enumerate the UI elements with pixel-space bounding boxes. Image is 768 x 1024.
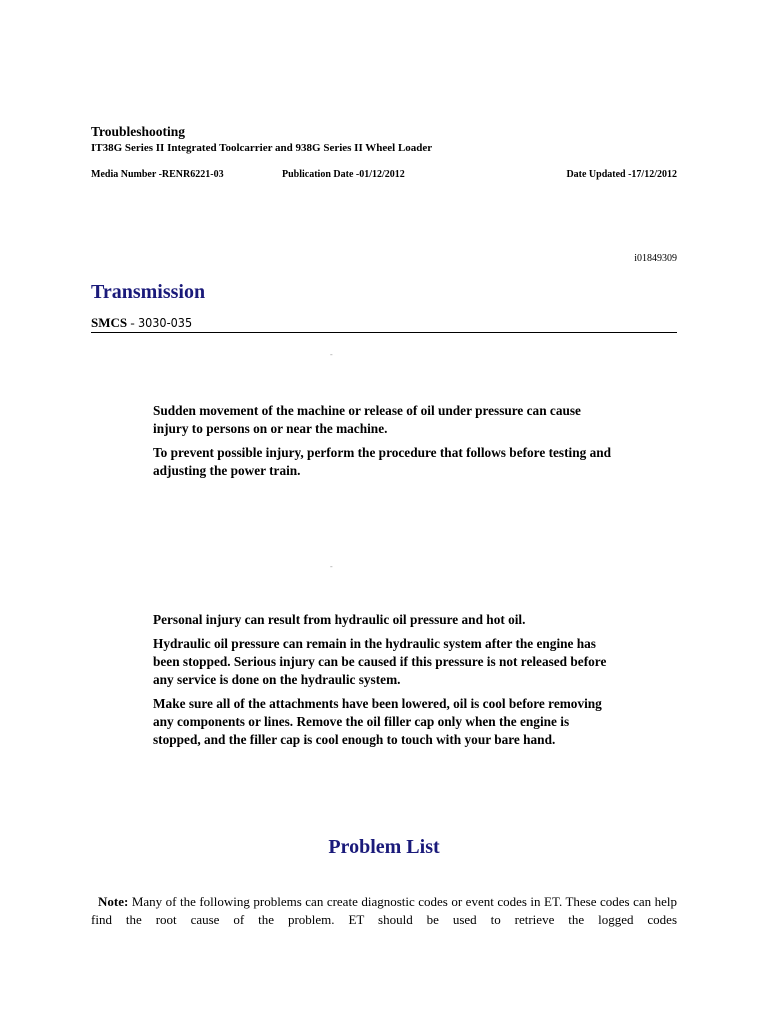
date-updated: Date Updated -17/12/2012 [566,169,677,180]
warning-paragraph: To prevent possible injury, perform the procedure that follows before testing and adjusting the power train. [153,445,612,478]
warning-paragraph: Personal injury can result from hydraulic oil pressure and hot oil. [153,612,526,627]
warning-marker: - [330,562,333,571]
warning-paragraph: Hydraulic oil pressure can remain in the hydraulic system after the engine has been stopped. Serious injury can be caused if this pressure is not released before any service is done on the hydraulic system. [153,636,607,687]
document-id: i01849309 [634,253,677,264]
smcs-label: SMCS [91,315,128,330]
media-number: Media Number -RENR6221-03 [91,169,224,180]
page-title: Transmission [91,281,206,303]
warning-paragraph: Sudden movement of the machine or release of oil under pressure can cause injury to persons on or near the machine. [153,403,581,436]
document-type: Troubleshooting [91,124,186,139]
warning-paragraph: Make sure all of the attachments have been lowered, oil is cool before removing any components or lines. Remove the oil filler cap only when the engine is stopped, and the filler cap is cool enough to touch with your bare hand. [153,696,602,747]
publication-date: Publication Date -01/12/2012 [282,169,405,180]
smcs-line [91,315,677,333]
problem-list-heading: Problem List [328,836,440,858]
smcs-code: 3030-035 [137,315,193,330]
problem-list-note [91,893,677,929]
warning-marker: - [330,350,333,359]
product-name: IT38G Series II Integrated Toolcarrier and 938G Series II Wheel Loader [91,142,433,154]
note-text: Many of the following problems can create diagnostic codes or event codes in ET. These codes can help find the root cause of the problem. ET should be used to retrieve the logged codes [91,894,678,927]
warning-block-power-train [153,402,613,486]
warning-block-hydraulic [153,611,613,755]
note-label: Note: [98,894,129,909]
smcs-separator: - [127,315,138,330]
